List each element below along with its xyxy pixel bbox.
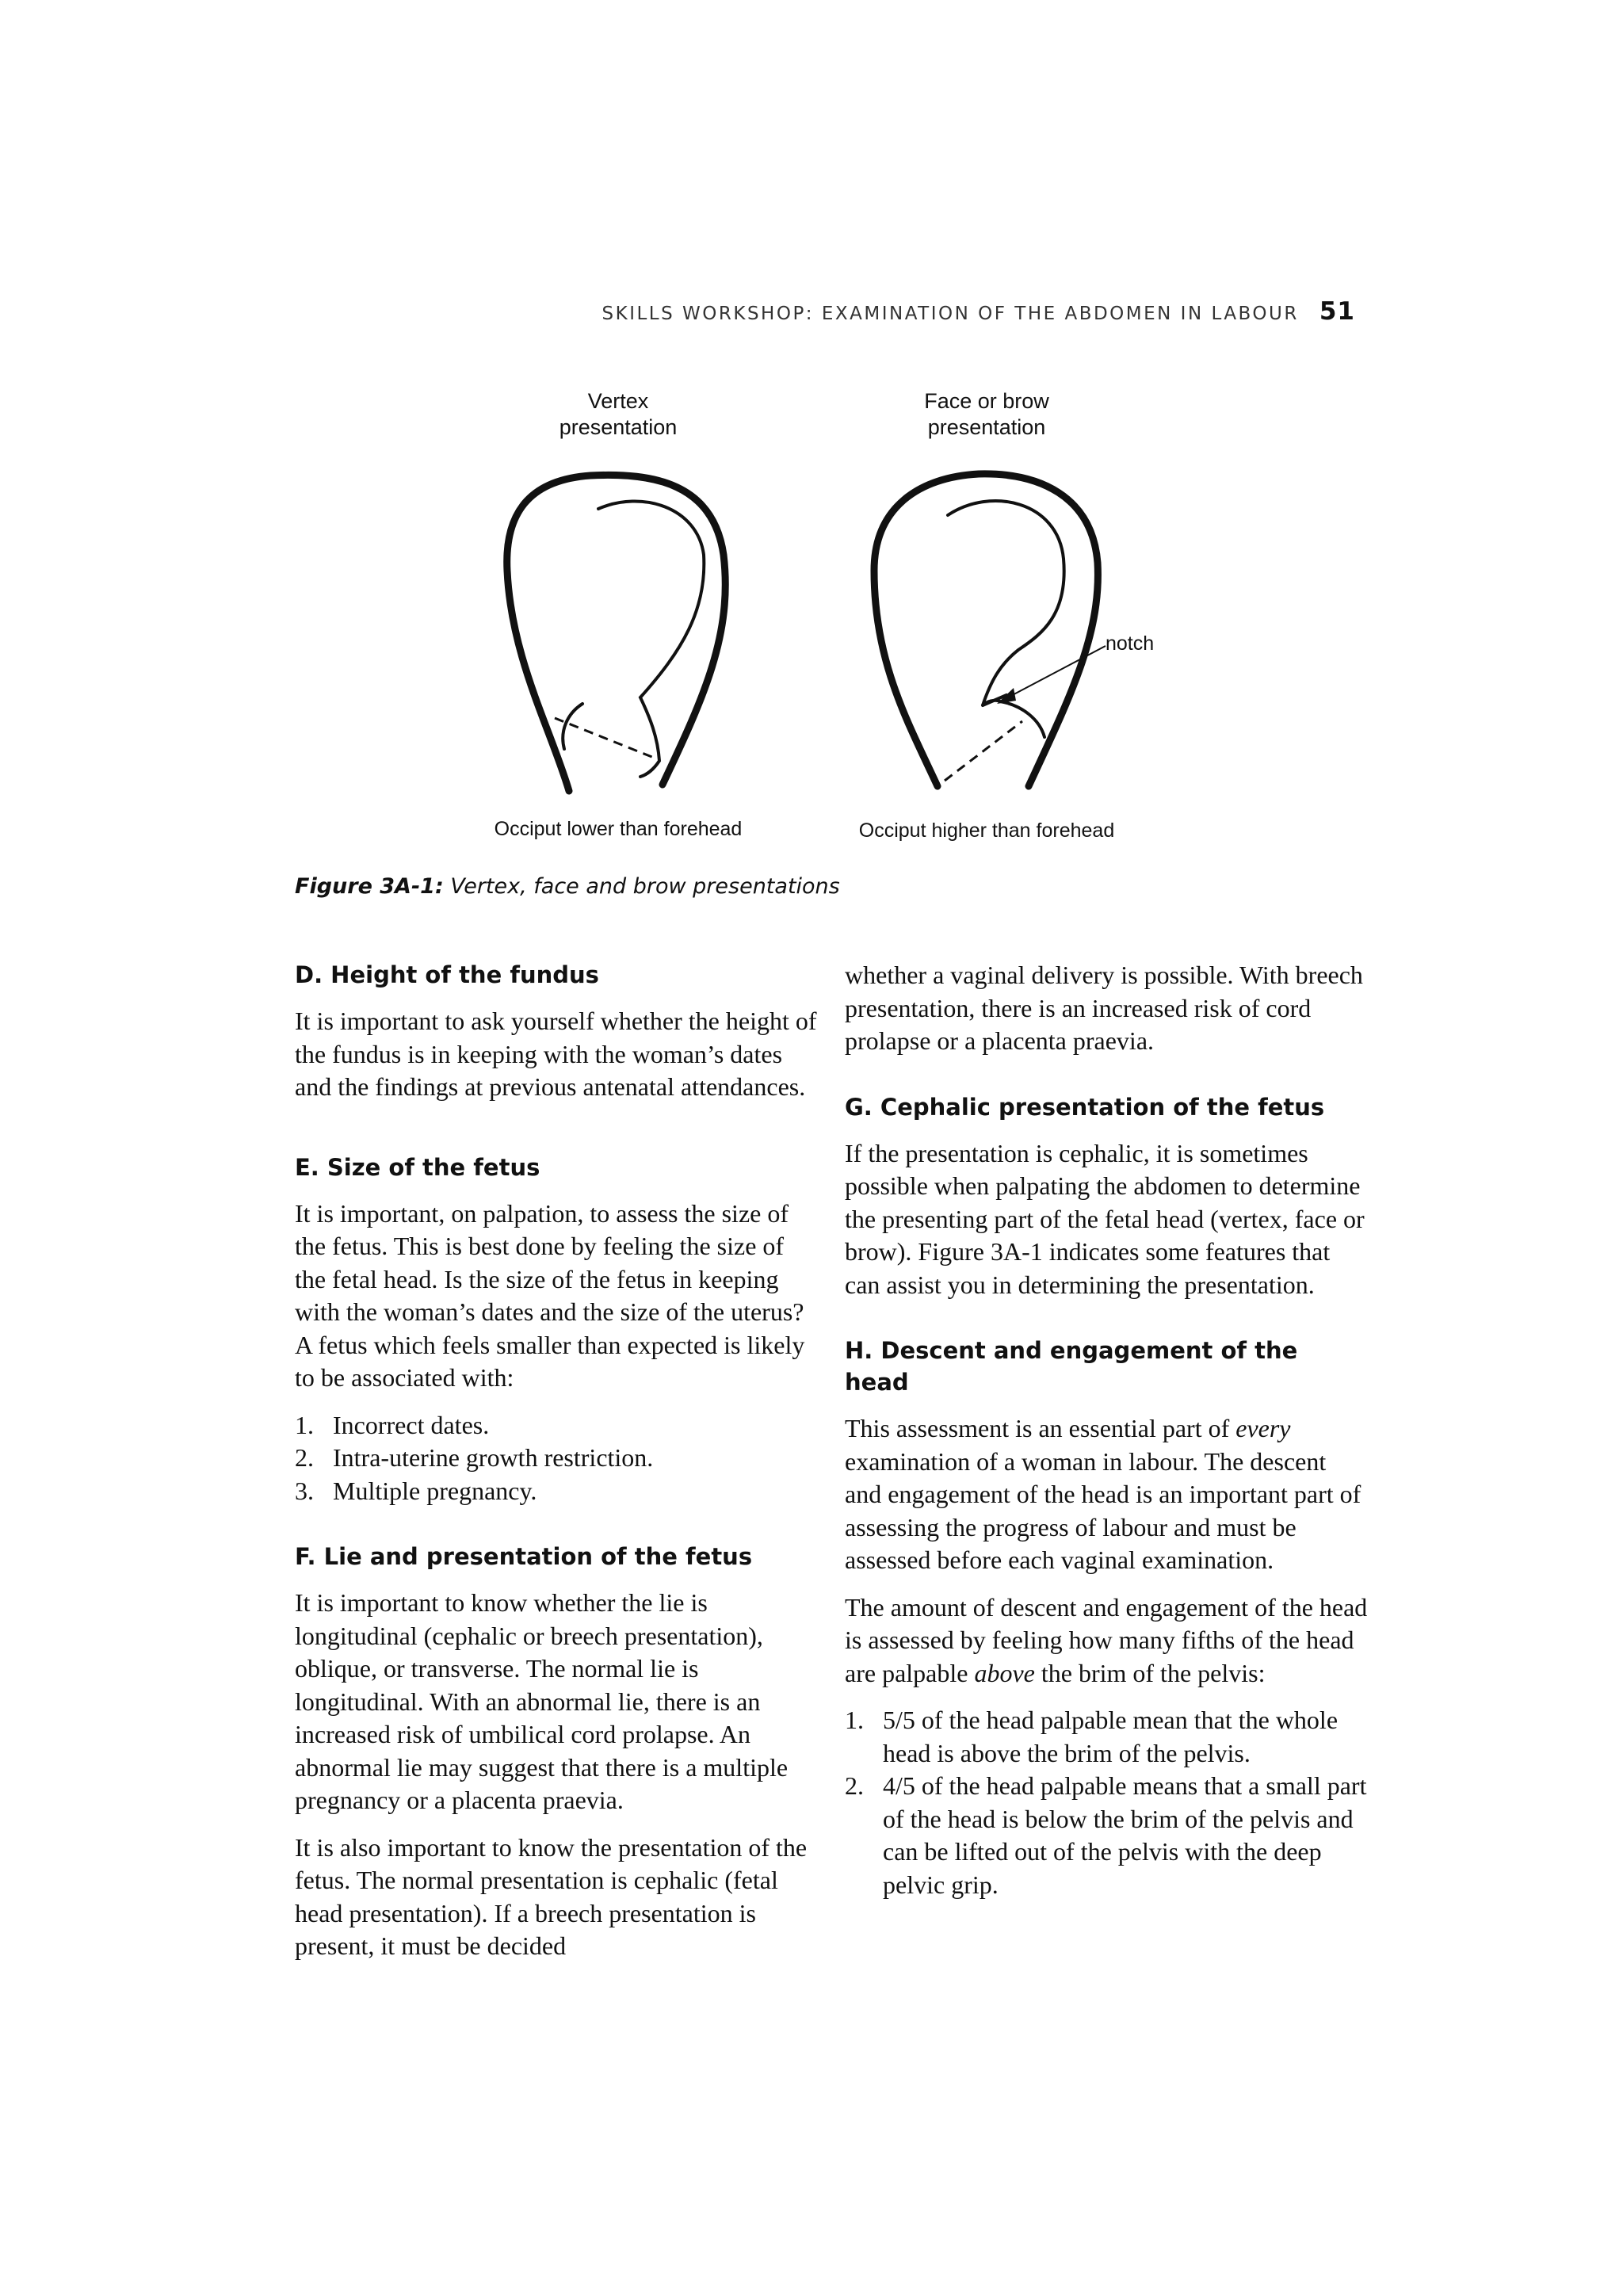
list-small-fetus-causes: [295, 1409, 818, 1508]
vertex-title-line2: presentation: [559, 415, 678, 439]
figure-title: Vertex, face and brow presentations: [443, 874, 840, 899]
vertex-dashed-line: [555, 718, 658, 759]
paragraph-presentation-continued: whether a vaginal delivery is possible. With breech presentation, there is an increased risk of cord prolapse or a placenta praevia.: [845, 961, 1363, 1055]
notch-pointer-line: [1005, 646, 1106, 699]
list-item: 2. Intra-uterine growth restriction.: [295, 1443, 654, 1472]
brow-title: [868, 388, 1106, 441]
right-column: [845, 959, 1368, 1916]
heading-descent-and-engagement: H. Descent and engagement of the head: [845, 1337, 1298, 1396]
figure-3a-1: [0, 0, 1623, 919]
paragraph-cephalic: If the presentation is cephalic, it is sometimes possible when palpating the abdomen to determine the presenting part of the fetal head (vertex, face or brow). Figure 3A-1 indicates some features that can assist you in determining the presentation.: [845, 1138, 1365, 1299]
paragraph-presentation: It is also important to know the presentation of the fetus. The normal presentation is cephalic (fetal head presentation). If a breech presentation is present, it must be decided: [295, 1832, 808, 1960]
list-fifths-palpable: [845, 1704, 1368, 1901]
vertex-uterus-outline: [507, 475, 726, 791]
brow-title-line1: Face or brow: [924, 389, 1049, 413]
presentation-diagram: [0, 0, 1623, 919]
vertex-title: [507, 388, 729, 441]
paragraph-lie: It is important to know whether the lie is longitudinal (cephalic or breech presentation), oblique, or transverse. The normal lie is longitudinal. With an abnormal lie, there is an increased risk of umbilical cord prolapse. An abnormal lie may suggest that there is a multiple pregnancy or a placenta praevia.: [295, 1588, 789, 1814]
page-number: 51: [1319, 297, 1355, 326]
left-column: [295, 959, 818, 1977]
brow-caption: Occiput higher than forehead: [858, 819, 1115, 842]
brow-dashed-line: [945, 721, 1022, 781]
running-head-title: SKILLS WORKSHOP: EXAMINATION OF THE ABDOMEN IN LABOUR: [601, 304, 1299, 324]
notch-arrow-head: [997, 688, 1016, 704]
heading-cephalic-presentation: G. Cephalic presentation of the fetus: [845, 1093, 1325, 1121]
paragraph-fundus: It is important to ask yourself whether the height of the fundus is in keeping with the woman’s dates and the findings at previous antenatal attendances.: [295, 1007, 817, 1101]
heading-size-of-fetus: E. Size of the fetus: [295, 1153, 540, 1181]
vertex-caption: Occiput lower than forehead: [494, 818, 743, 840]
list-item: 1. Incorrect dates.: [295, 1410, 490, 1439]
paragraph-size-of-fetus: It is important, on palpation, to assess the size of the fetus. This is best done by feeling the size of the fetal head. Is the size of the fetus in keeping with the woman’s dates and the size of the uterus? A fetus which feels smaller than expected is likely to be associated with:: [295, 1198, 805, 1392]
vertex-title-line1: Vertex: [587, 389, 649, 413]
paragraph-fifths: The amount of descent and engagement of the head is assessed by feeling how many fifths of the head are palpable above the brim of the pelvis:: [845, 1592, 1368, 1687]
brow-uterus-outline: [874, 474, 1106, 786]
list-item: 3. Multiple pregnancy.: [295, 1476, 537, 1505]
heading-lie-and-presentation: F. Lie and presentation of the fetus: [295, 1543, 753, 1570]
list-item: 2. 4/5 of the head palpable means that a small part of the head is below the brim of the pelvis and can be lifted out of the pelvis with the deep pelvic grip.: [845, 1771, 1367, 1899]
heading-height-of-fundus: D. Height of the fundus: [295, 961, 599, 988]
brow-outer-curve: [874, 474, 1098, 786]
figure-number: Figure 3A-1:: [295, 874, 444, 899]
brow-title-line2: presentation: [927, 415, 1046, 439]
list-item: 1. 5/5 of the head palpable mean that the whole head is above the brim of the pelvis.: [845, 1706, 1338, 1767]
notch-label: notch: [1106, 632, 1155, 655]
figure-caption: [295, 874, 840, 899]
paragraph-descent: This assessment is an essential part of every examination of a woman in labour. The descent and engagement of the head is an important part of assessing the progress of labour and must be assessed before each vaginal examination.: [845, 1414, 1361, 1574]
